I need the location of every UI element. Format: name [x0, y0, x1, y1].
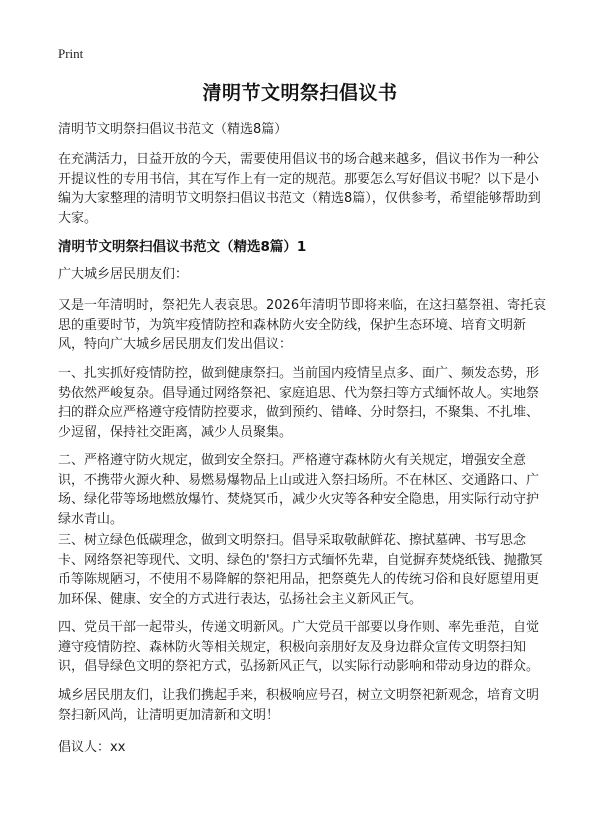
body-paragraph: 四、党员干部一起带头，传递文明新风。广大党员干部要以身作则、率先垂范，自觉遵守疫情防控、森林防火等相关规定，积极向亲朋好友及身边群众宣传文明祭扫知识，倡导绿色文明的祭祀方式，弘扬新风正气，以实际行动影响和带动身边的群众。 — [58, 620, 540, 674]
body-paragraph: 一、扎实抓好疫情防控，做到健康祭扫。当前国内疫情呈点多、面广、频发态势，形势依然严峻复杂。倡导通过网络祭祀、家庭追思、代为祭扫等方式缅怀故人。实地祭扫的群众应严格遵守疫情防控要求，做到预约、错峰、分时祭扫，不聚集、不扎堆、少逗留，保持社交距离，减少人员聚集。 — [58, 366, 540, 440]
body-paragraph: 三、树立绿色低碳理念，做到文明祭扫。倡导采取敬献鲜花、擦拭墓碑、书写思念卡、网络祭祀等现代、文明、绿色的'祭扫方式缅怀先辈，自觉摒弃焚烧纸钱、抛撒冥币等陈规陋习，不使用不易降解的祭祀用品，把祭奠先人的传统习俗和良好愿望用更加环保、健康、安全的方式进行表达，弘扬社会主义新风正气。 — [58, 533, 543, 607]
body-paragraph: 又是一年清明时，祭祀先人表哀思。2026年清明节即将来临，在这扫墓祭祖、寄托哀思的重要时节，为筑牢疫情防控和森林防火安全防线，保护生态环境、培育文明新风，特向广大城乡居民朋友们发出倡议： — [58, 298, 547, 352]
intro-paragraph: 在充满活力，日益开放的今天，需要使用倡议书的场合越来越多，倡议书作为一种公开提议性的专用书信，其在写作上有一定的规范。那要怎么写好倡议书呢？以下是小编为大家整理的清明节文明祭扫倡议书范文（精选8篇），仅供参考，希望能够帮助到大家。 — [58, 152, 541, 226]
body-paragraph: 二、严格遵守防火规定，做到安全祭扫。严格遵守森林防火有关规定，增强安全意识，不携带火源火种、易燃易爆物品上山或进入祭扫场所。不在林区、交通路口、广场、绿化带等场地燃放爆竹、焚烧冥币，减少火灾等各种安全隐患，用实际行动守护绿水青山。 — [58, 453, 540, 527]
signer-line: 倡议人：xx — [58, 740, 126, 755]
print-link[interactable]: Print — [58, 46, 84, 61]
greeting-line: 广大城乡居民朋友们： — [58, 267, 189, 282]
section-heading: 清明节文明祭扫倡议书范文（精选8篇）1 — [58, 239, 307, 255]
document-subtitle: 清明节文明祭扫倡议书范文（精选8篇） — [58, 122, 288, 137]
closing-paragraph: 城乡居民朋友们，让我们携起手来，积极响应号召，树立文明祭祀新观念，培育文明祭扫新风尚，让清明更加清新和文明！ — [58, 688, 540, 723]
document-title: 清明节文明祭扫倡议书 — [202, 82, 398, 104]
